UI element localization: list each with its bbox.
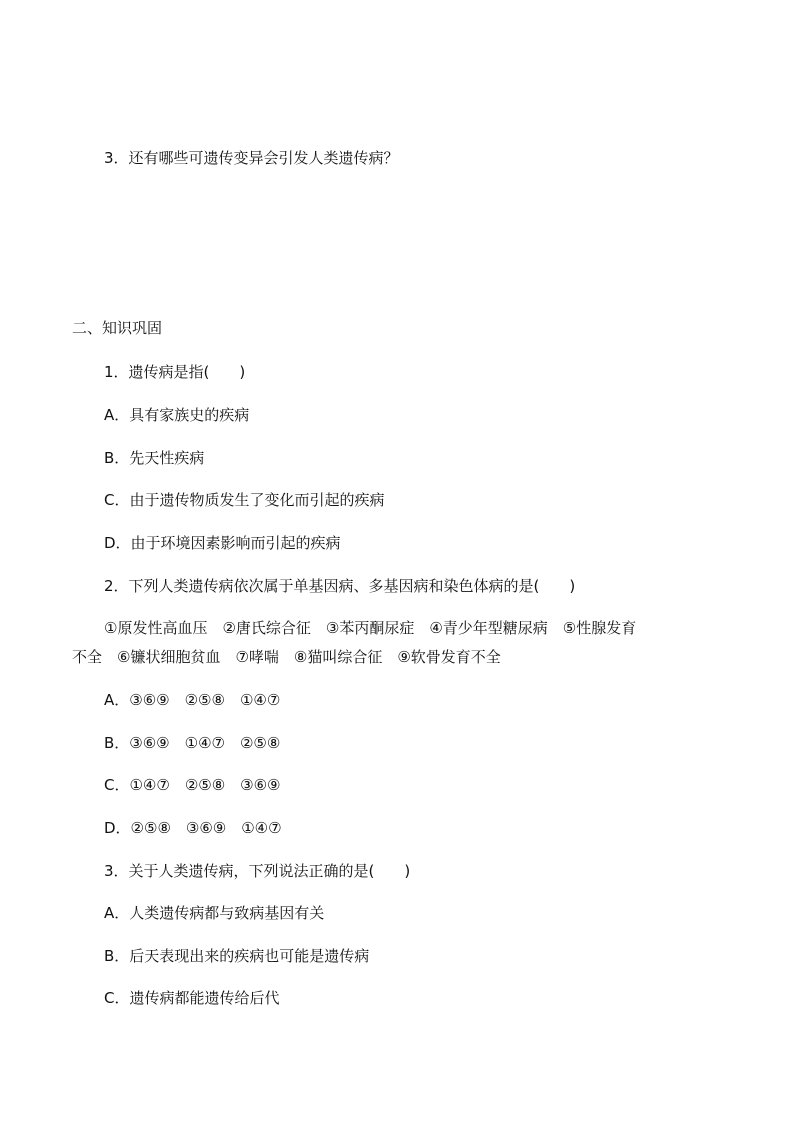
q1-stem: 1．遗传病是指( ) <box>104 363 246 381</box>
section-heading: 二、知识巩固 <box>72 319 163 337</box>
q2-disease-list-line-1: ①原发性高血压 ②唐氏综合征 ③苯丙酮尿症 ④青少年型糖尿病 ⑤性腺发育 <box>104 619 637 637</box>
q3-option-c: C．遗传病都能遗传给后代 <box>104 989 280 1007</box>
q3-option-b: B．后天表现出来的疾病也可能是遗传病 <box>104 947 370 965</box>
q2-option-b: B．③⑥⑨ ①④⑦ ②⑤⑧ <box>104 734 281 752</box>
q2-disease-list-line-2: 不全 ⑥镰状细胞贫血 ⑦哮喘 ⑧猫叫综合征 ⑨软骨发育不全 <box>72 648 501 666</box>
q1-option-a: A．具有家族史的疾病 <box>104 406 250 424</box>
q1-option-c: C．由于遗传物质发生了变化而引起的疾病 <box>104 491 385 509</box>
q3-option-a: A．人类遗传病都与致病基因有关 <box>104 904 325 922</box>
q2-option-c: C．①④⑦ ②⑤⑧ ③⑥⑨ <box>104 776 281 794</box>
q2-option-a: A．③⑥⑨ ②⑤⑧ ①④⑦ <box>104 691 281 709</box>
q3-stem: 3．关于人类遗传病，下列说法正确的是( ) <box>104 862 411 880</box>
q1-option-b: B．先天性疾病 <box>104 449 205 467</box>
q2-option-d: D．②⑤⑧ ③⑥⑨ ①④⑦ <box>104 819 282 837</box>
question-3-prompt: 3．还有哪些可遗传变异会引发人类遗传病？ <box>104 149 399 167</box>
q2-stem: 2．下列人类遗传病依次属于单基因病、多基因病和染色体病的是( ) <box>104 577 576 595</box>
q1-option-d: D．由于环境因素影响而引起的疾病 <box>104 534 341 552</box>
